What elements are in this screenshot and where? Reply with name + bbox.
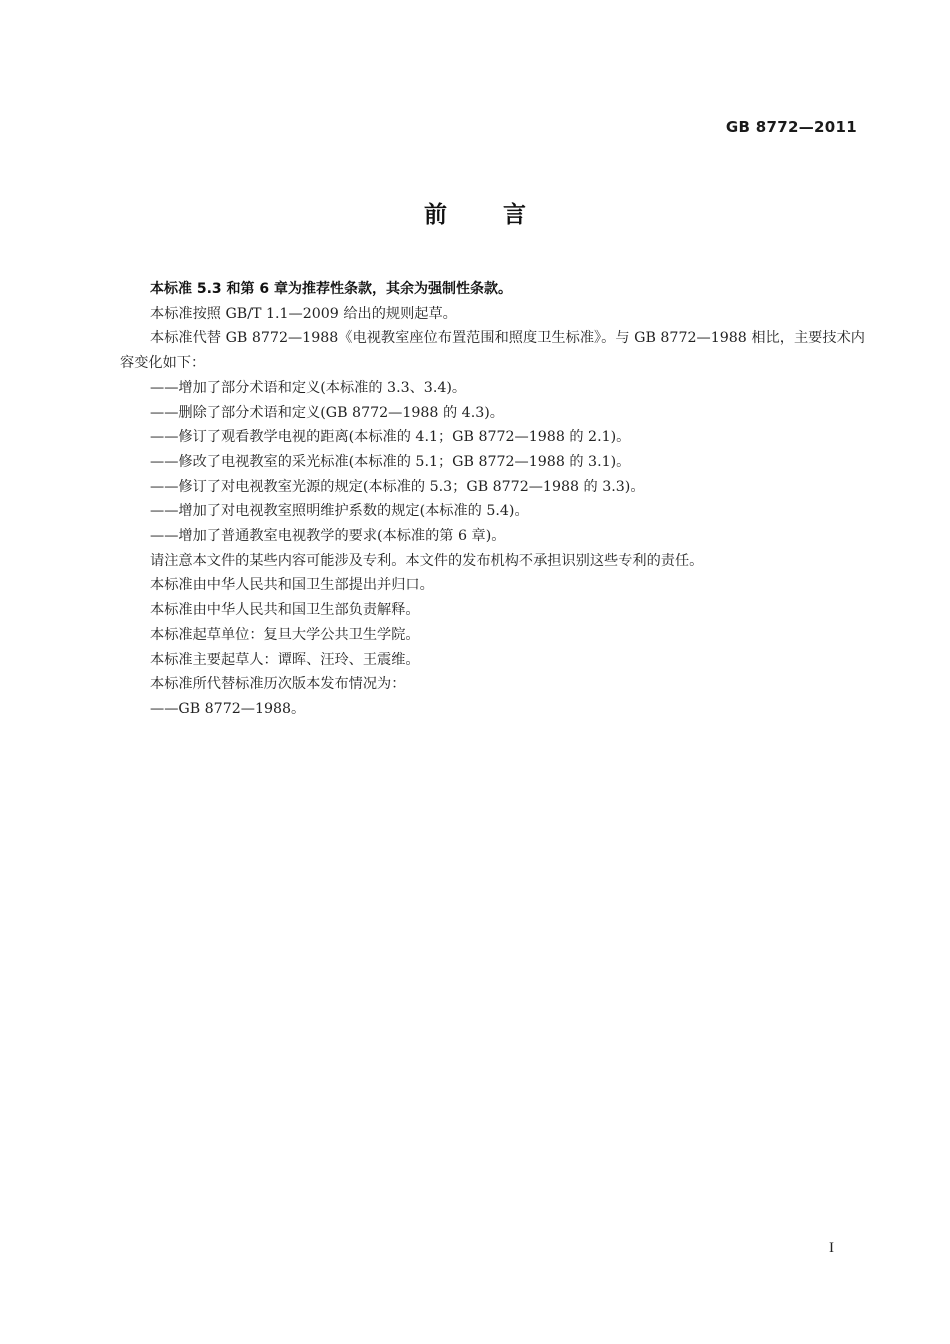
paragraph-replacement: 本标准代替 GB 8772—1988《电视教室座位布置范围和照度卫生标准》。与 GB 8772—1988 相比，主要技术内容变化如下： xyxy=(120,330,865,372)
paragraph-patent-notice: 请注意本文件的某些内容可能涉及专利。本文件的发布机构不承担识别这些专利的责任。 xyxy=(150,552,704,569)
page-title: 前言 xyxy=(424,202,582,228)
change-item: ——修订了观看教学电视的距离(本标准的 4.1；GB 8772—1988 的 2.1)。 xyxy=(150,429,631,446)
change-item: ——删除了部分术语和定义(GB 8772—1988 的 4.3)。 xyxy=(150,404,504,421)
paragraph-history-intro: 本标准所代替标准历次版本发布情况为： xyxy=(150,676,406,693)
paragraph-proposer: 本标准由中华人民共和国卫生部提出并归口。 xyxy=(150,577,434,594)
change-item: ——增加了部分术语和定义(本标准的 3.3、3.4)。 xyxy=(150,379,467,396)
paragraph-interpreter: 本标准由中华人民共和国卫生部负责解释。 xyxy=(150,602,420,619)
foreword-body xyxy=(120,277,865,722)
document-code: GB 8772—2011 xyxy=(725,118,857,136)
page-number: I xyxy=(829,1240,834,1256)
change-item: ——修改了电视教室的采光标准(本标准的 5.1；GB 8772—1988 的 3.1)。 xyxy=(150,453,631,470)
paragraph-drafters: 本标准主要起草人：谭晖、汪玲、王震维。 xyxy=(150,651,420,668)
paragraph-drafting-rules: 本标准按照 GB/T 1.1—2009 给出的规则起草。 xyxy=(150,305,457,322)
change-item: ——增加了普通教室电视教学的要求(本标准的第 6 章)。 xyxy=(150,528,506,545)
change-item: ——增加了对电视教室照明维护系数的规定(本标准的 5.4)。 xyxy=(150,503,529,520)
paragraph-drafting-unit: 本标准起草单位：复旦大学公共卫生学院。 xyxy=(150,626,420,643)
change-item: ——修订了对电视教室光源的规定(本标准的 5.3；GB 8772—1988 的 3.3)。 xyxy=(150,478,645,495)
paragraph-mandatory-clauses: 本标准 5.3 和第 6 章为推荐性条款，其余为强制性条款。 xyxy=(150,281,513,297)
history-item: ——GB 8772—1988。 xyxy=(150,700,306,717)
